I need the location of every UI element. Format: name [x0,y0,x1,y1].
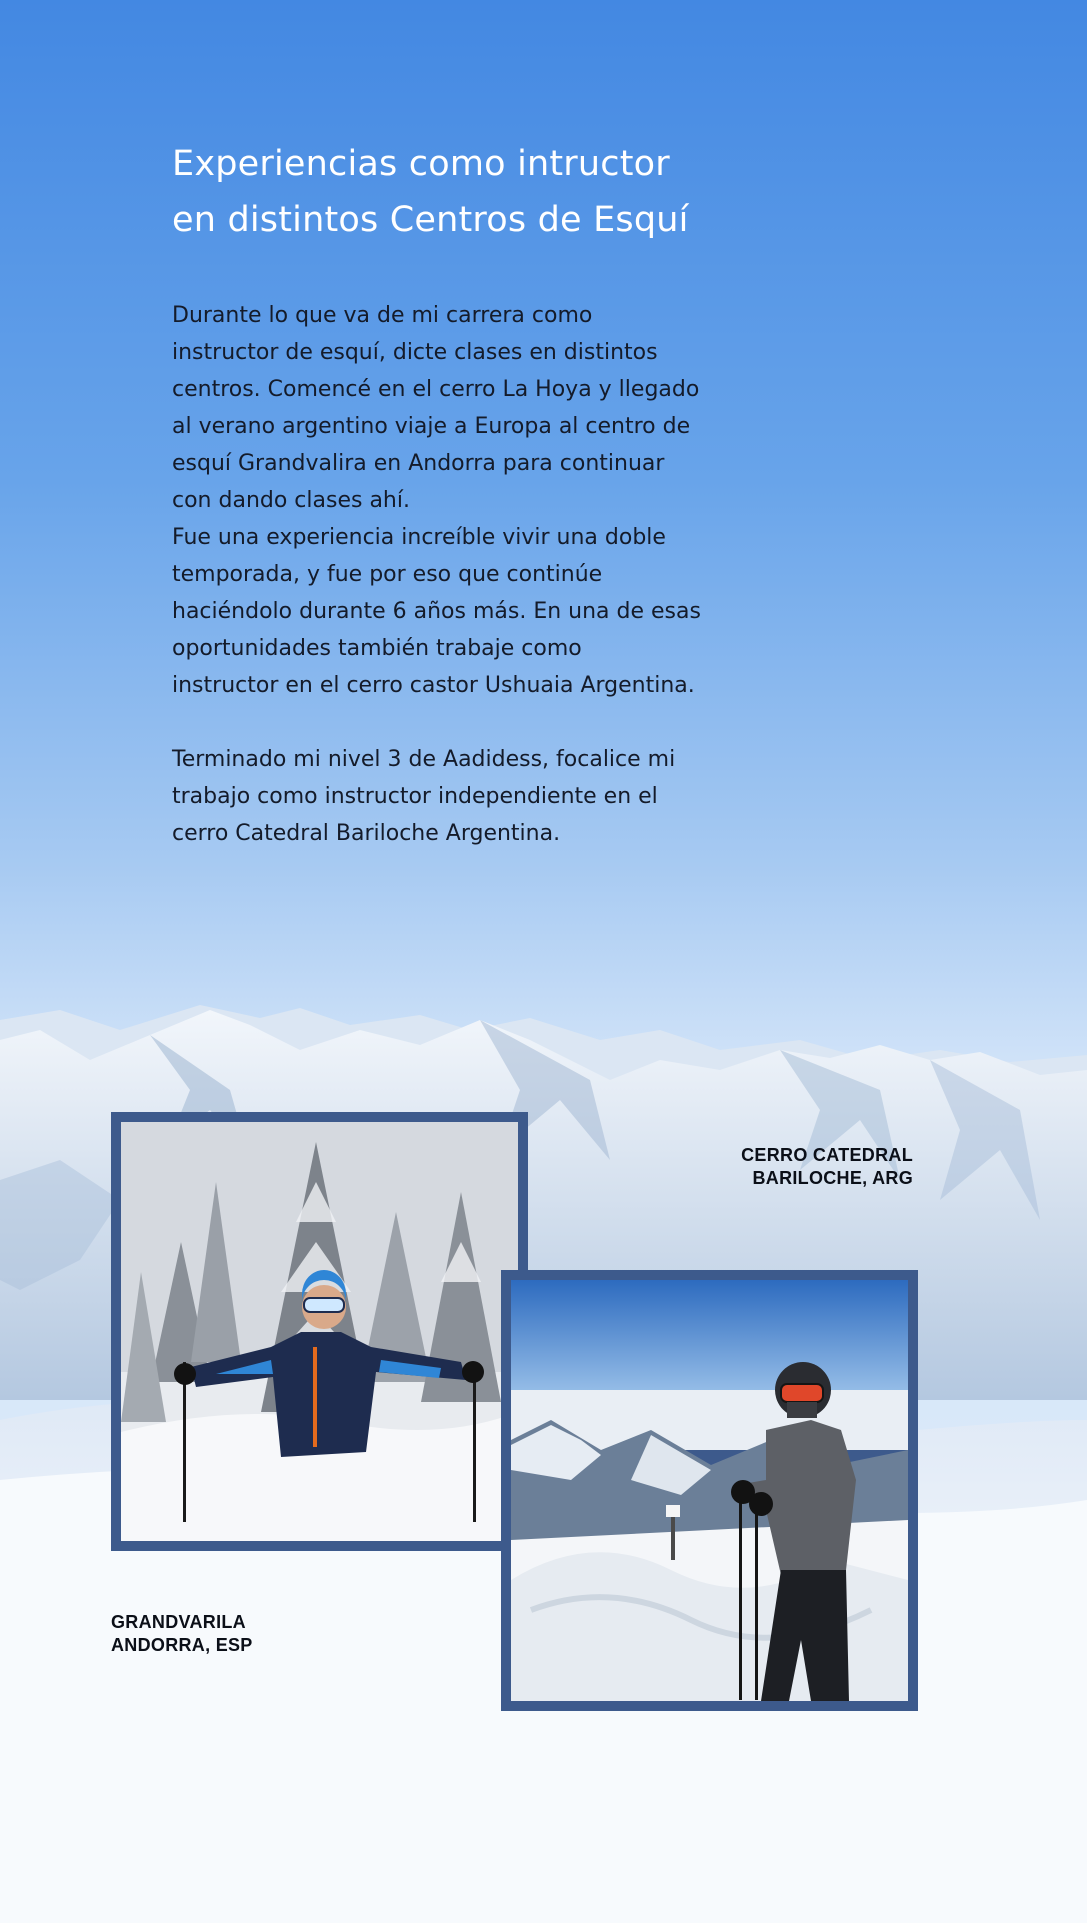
paragraph-line: temporada, y fue por eso que continúe [172,562,603,587]
catedral-photo-frame [501,1270,918,1711]
paragraph-line: Terminado mi nivel 3 de Aadidess, focalice mi [172,747,676,772]
grandvalira-photo-frame [111,1112,528,1551]
experience-description [172,297,792,852]
grandvalira-caption-line-1: GRANDVARILA [111,1612,246,1632]
paragraph-line: Fue una experiencia increíble vivir una doble [172,525,666,550]
paragraph-line: instructor de esquí, dicte clases en distintos [172,340,658,365]
section-title [172,136,872,248]
paragraph-line: cerro Catedral Bariloche Argentina. [172,821,561,846]
paragraph-line: esquí Grandvalira en Andorra para continuar [172,451,665,476]
skier-forest-photo [121,1122,518,1541]
paragraph-line: haciéndolo durante 6 años más. En una de esas [172,599,701,624]
paragraph-line: centros. Comencé en el cerro La Hoya y llegado [172,377,700,402]
section-title-line-2: en distintos Centros de Esquí [172,200,689,240]
section-title-line-1: Experiencias como intructor [172,144,670,184]
catedral-caption-line-1: CERRO CATEDRAL [741,1145,913,1165]
catedral-caption [729,1144,913,1190]
paragraph-line: instructor en el cerro castor Ushuaia Argentina. [172,673,695,698]
paragraph-line: con dando clases ahí. [172,488,410,513]
grandvalira-caption [111,1611,311,1657]
paragraph-gap [172,704,792,741]
grandvalira-caption-line-2: ANDORRA, ESP [111,1635,253,1655]
paragraph-line: Durante lo que va de mi carrera como [172,303,593,328]
skier-summit-photo [511,1280,908,1701]
paragraph-line: oportunidades también trabaje como [172,636,582,661]
paragraph-line: trabajo como instructor independiente en el [172,784,658,809]
paragraph-line: al verano argentino viaje a Europa al centro de [172,414,691,439]
catedral-caption-line-2: BARILOCHE, ARG [752,1168,913,1188]
